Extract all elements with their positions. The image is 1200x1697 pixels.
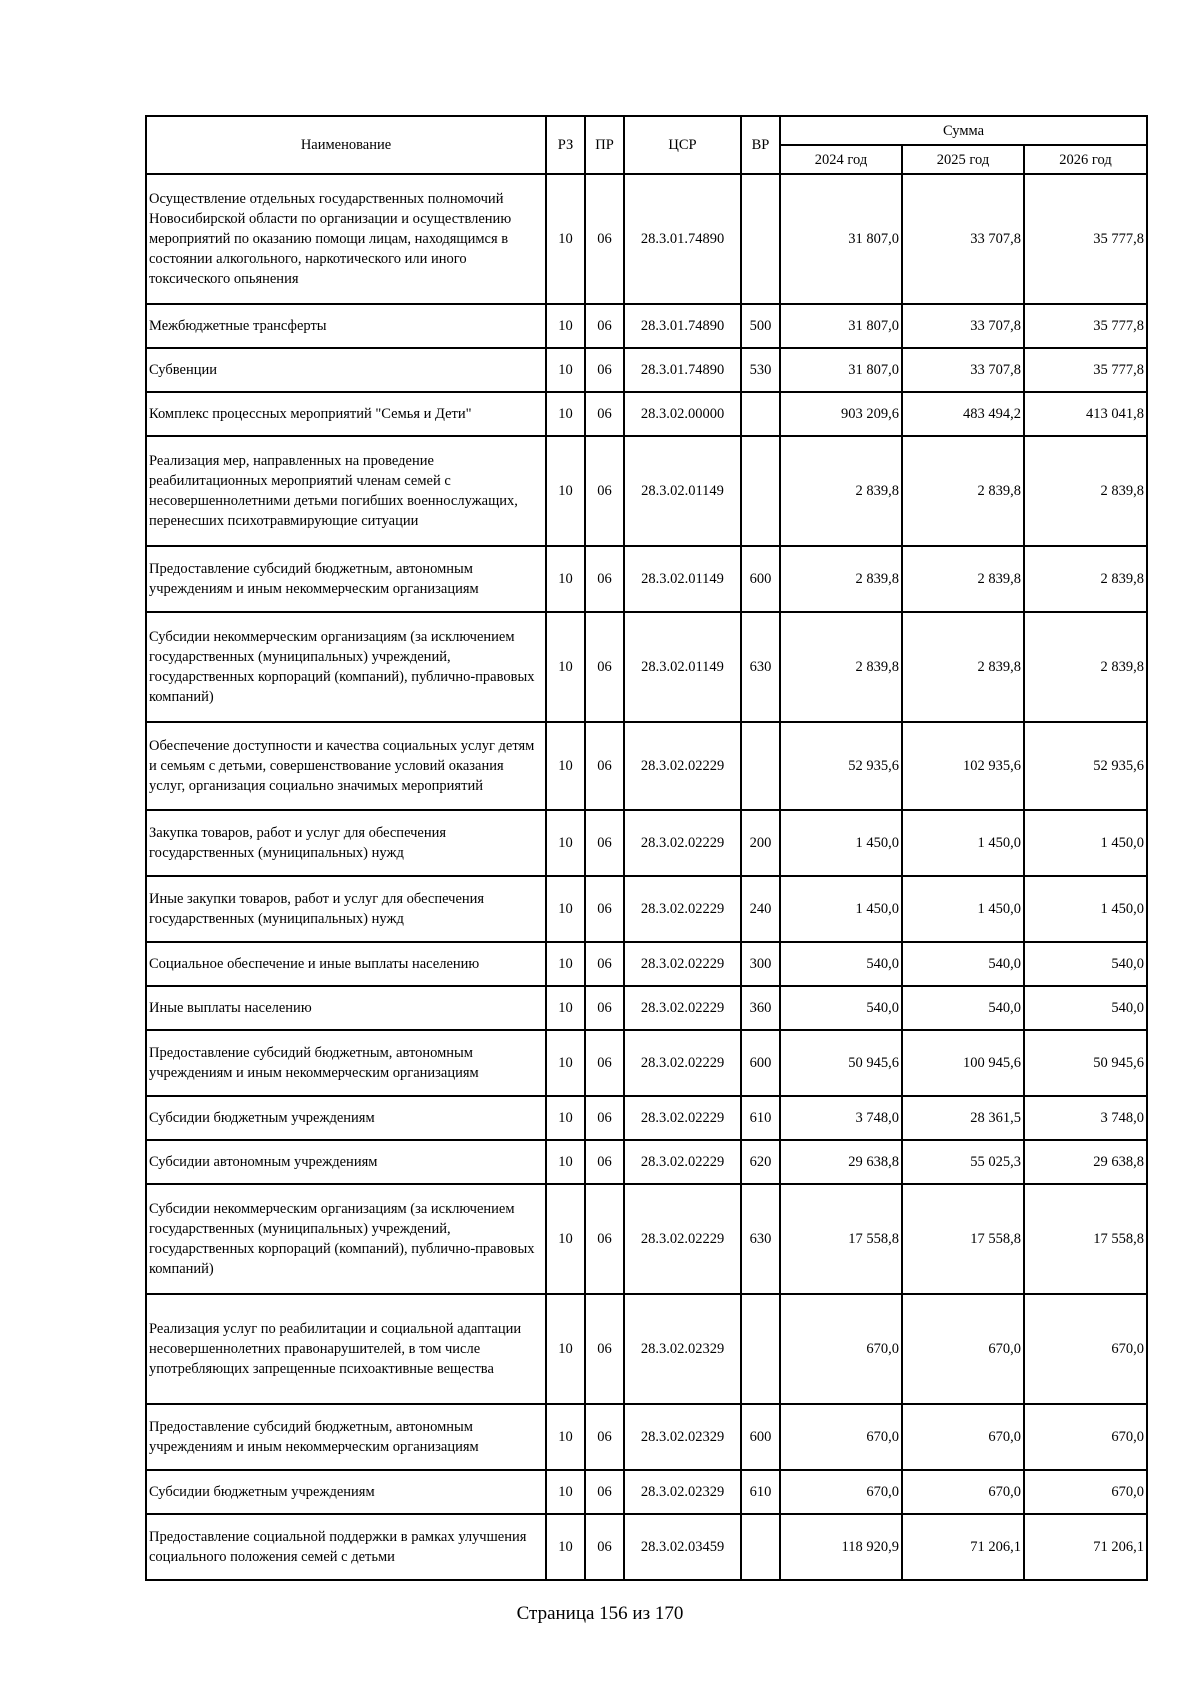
row-pr: 06 [585, 546, 624, 612]
table-row [146, 304, 1147, 348]
row-sum-2025: 55 025,3 [902, 1140, 1024, 1184]
header-csr: ЦСР [624, 116, 741, 174]
row-sum-2024: 2 839,8 [780, 546, 902, 612]
row-sum-2025: 33 707,8 [902, 174, 1024, 304]
row-sum-2024: 540,0 [780, 986, 902, 1030]
row-csr: 28.3.02.02329 [624, 1404, 741, 1470]
row-csr: 28.3.02.02229 [624, 876, 741, 942]
row-sum-2024: 31 807,0 [780, 174, 902, 304]
row-pr: 06 [585, 942, 624, 986]
row-rz: 10 [546, 810, 585, 876]
page-number: Страница 156 из 170 [516, 1603, 684, 1624]
row-sum-2025: 17 558,8 [902, 1184, 1024, 1294]
row-pr: 06 [585, 1096, 624, 1140]
row-vr [741, 174, 780, 304]
row-rz: 10 [546, 986, 585, 1030]
row-pr: 06 [585, 612, 624, 722]
row-rz: 10 [546, 1030, 585, 1096]
row-vr: 600 [741, 546, 780, 612]
row-rz: 10 [546, 1096, 585, 1140]
row-vr: 200 [741, 810, 780, 876]
row-rz: 10 [546, 1294, 585, 1404]
row-name: Обеспечение доступности и качества социальных услуг детям и семьям с детьми, совершенствование условий оказания услуг, организация социально значимых мероприятий [146, 722, 546, 810]
row-sum-2024: 17 558,8 [780, 1184, 902, 1294]
row-pr: 06 [585, 1184, 624, 1294]
row-sum-2024: 29 638,8 [780, 1140, 902, 1184]
row-sum-2024: 52 935,6 [780, 722, 902, 810]
table-row [146, 810, 1147, 876]
row-sum-2025: 670,0 [902, 1404, 1024, 1470]
row-name: Предоставление субсидий бюджетным, автономным учреждениям и иным некоммерческим организациям [146, 1030, 546, 1096]
row-sum-2026: 50 945,6 [1024, 1030, 1147, 1096]
row-sum-2024: 670,0 [780, 1294, 902, 1404]
row-sum-2025: 28 361,5 [902, 1096, 1024, 1140]
row-csr: 28.3.01.74890 [624, 348, 741, 392]
row-sum-2026: 35 777,8 [1024, 174, 1147, 304]
row-pr: 06 [585, 1030, 624, 1096]
row-csr: 28.3.02.01149 [624, 436, 741, 546]
header-year-2026: 2026 год [1024, 145, 1147, 174]
row-pr: 06 [585, 304, 624, 348]
row-vr: 530 [741, 348, 780, 392]
row-sum-2026: 2 839,8 [1024, 436, 1147, 546]
row-pr: 06 [585, 722, 624, 810]
row-csr: 28.3.02.02229 [624, 1030, 741, 1096]
row-vr: 240 [741, 876, 780, 942]
row-vr: 360 [741, 986, 780, 1030]
row-name: Комплекс процессных мероприятий "Семья и Дети" [146, 392, 546, 436]
row-sum-2025: 670,0 [902, 1470, 1024, 1514]
row-sum-2024: 118 920,9 [780, 1514, 902, 1580]
row-sum-2025: 100 945,6 [902, 1030, 1024, 1096]
row-rz: 10 [546, 174, 585, 304]
row-rz: 10 [546, 546, 585, 612]
row-pr: 06 [585, 1470, 624, 1514]
row-sum-2024: 50 945,6 [780, 1030, 902, 1096]
row-vr: 620 [741, 1140, 780, 1184]
row-rz: 10 [546, 1470, 585, 1514]
row-vr: 610 [741, 1470, 780, 1514]
row-sum-2026: 1 450,0 [1024, 876, 1147, 942]
table-row [146, 436, 1147, 546]
budget-table [145, 115, 1148, 1581]
table-row [146, 1404, 1147, 1470]
row-sum-2026: 2 839,8 [1024, 546, 1147, 612]
row-name: Реализация услуг по реабилитации и социальной адаптации несовершеннолетних правонарушителей, в том числе употребляющих запрещенные психоактивные вещества [146, 1294, 546, 1404]
row-pr: 06 [585, 1514, 624, 1580]
row-sum-2024: 540,0 [780, 942, 902, 986]
row-csr: 28.3.02.02229 [624, 1140, 741, 1184]
row-vr: 500 [741, 304, 780, 348]
row-sum-2025: 2 839,8 [902, 546, 1024, 612]
table-row [146, 612, 1147, 722]
row-name: Иные закупки товаров, работ и услуг для обеспечения государственных (муниципальных) нужд [146, 876, 546, 942]
row-csr: 28.3.02.02229 [624, 942, 741, 986]
row-sum-2024: 670,0 [780, 1404, 902, 1470]
row-name: Закупка товаров, работ и услуг для обеспечения государственных (муниципальных) нужд [146, 810, 546, 876]
table-row [146, 174, 1147, 304]
row-sum-2026: 29 638,8 [1024, 1140, 1147, 1184]
row-vr: 630 [741, 1184, 780, 1294]
row-name: Субсидии бюджетным учреждениям [146, 1096, 546, 1140]
row-sum-2025: 2 839,8 [902, 612, 1024, 722]
row-vr [741, 436, 780, 546]
row-rz: 10 [546, 1514, 585, 1580]
row-pr: 06 [585, 1404, 624, 1470]
table-row [146, 1184, 1147, 1294]
row-rz: 10 [546, 876, 585, 942]
row-vr [741, 1294, 780, 1404]
row-sum-2024: 1 450,0 [780, 810, 902, 876]
row-sum-2026: 540,0 [1024, 986, 1147, 1030]
row-pr: 06 [585, 1294, 624, 1404]
row-sum-2024: 3 748,0 [780, 1096, 902, 1140]
table-row [146, 348, 1147, 392]
row-csr: 28.3.01.74890 [624, 174, 741, 304]
table-row [146, 876, 1147, 942]
row-rz: 10 [546, 942, 585, 986]
row-name: Реализация мер, направленных на проведение реабилитационных мероприятий членам семей с несовершеннолетними детьми погибших военнослужащих, перенесших психотравмирующие ситуации [146, 436, 546, 546]
row-sum-2024: 1 450,0 [780, 876, 902, 942]
table-header [146, 116, 1147, 174]
table-row [146, 1030, 1147, 1096]
row-sum-2025: 1 450,0 [902, 876, 1024, 942]
row-sum-2025: 71 206,1 [902, 1514, 1024, 1580]
row-pr: 06 [585, 348, 624, 392]
row-csr: 28.3.02.02329 [624, 1470, 741, 1514]
row-pr: 06 [585, 1140, 624, 1184]
row-rz: 10 [546, 392, 585, 436]
row-sum-2026: 413 041,8 [1024, 392, 1147, 436]
table-row [146, 1470, 1147, 1514]
row-sum-2025: 540,0 [902, 986, 1024, 1030]
row-vr: 300 [741, 942, 780, 986]
row-sum-2026: 1 450,0 [1024, 810, 1147, 876]
row-sum-2026: 52 935,6 [1024, 722, 1147, 810]
row-pr: 06 [585, 986, 624, 1030]
row-pr: 06 [585, 436, 624, 546]
table-row [146, 1140, 1147, 1184]
table-row [146, 942, 1147, 986]
row-rz: 10 [546, 1184, 585, 1294]
row-name: Предоставление субсидий бюджетным, автономным учреждениям и иным некоммерческим организациям [146, 1404, 546, 1470]
row-csr: 28.3.02.00000 [624, 392, 741, 436]
row-sum-2026: 670,0 [1024, 1294, 1147, 1404]
row-sum-2026: 2 839,8 [1024, 612, 1147, 722]
row-csr: 28.3.02.02229 [624, 722, 741, 810]
row-csr: 28.3.02.02229 [624, 1184, 741, 1294]
table-row [146, 1514, 1147, 1580]
row-sum-2026: 540,0 [1024, 942, 1147, 986]
row-csr: 28.3.02.01149 [624, 546, 741, 612]
table-row [146, 722, 1147, 810]
row-sum-2025: 1 450,0 [902, 810, 1024, 876]
row-sum-2025: 540,0 [902, 942, 1024, 986]
header-pr: ПР [585, 116, 624, 174]
row-vr: 630 [741, 612, 780, 722]
header-year-2025: 2025 год [902, 145, 1024, 174]
header-sum: Сумма [780, 116, 1147, 145]
row-name: Осуществление отдельных государственных полномочий Новосибирской области по организации и осуществлению мероприятий по оказанию помощи лицам, находящимся в состоянии алкогольного, наркотического или иного токсического опьянения [146, 174, 546, 304]
row-name: Предоставление социальной поддержки в рамках улучшения социального положения семей с детьми [146, 1514, 546, 1580]
row-vr [741, 722, 780, 810]
row-sum-2025: 102 935,6 [902, 722, 1024, 810]
row-name: Субсидии некоммерческим организациям (за исключением государственных (муниципальных) учреждений, государственных корпораций (компаний), публично-правовых компаний) [146, 1184, 546, 1294]
row-rz: 10 [546, 612, 585, 722]
row-sum-2026: 670,0 [1024, 1404, 1147, 1470]
header-rz: РЗ [546, 116, 585, 174]
row-sum-2026: 71 206,1 [1024, 1514, 1147, 1580]
row-sum-2026: 35 777,8 [1024, 304, 1147, 348]
header-vr: ВР [741, 116, 780, 174]
row-sum-2024: 903 209,6 [780, 392, 902, 436]
table-row [146, 986, 1147, 1030]
row-sum-2026: 17 558,8 [1024, 1184, 1147, 1294]
row-rz: 10 [546, 436, 585, 546]
row-sum-2024: 2 839,8 [780, 436, 902, 546]
row-rz: 10 [546, 722, 585, 810]
row-sum-2026: 3 748,0 [1024, 1096, 1147, 1140]
header-name: Наименование [146, 116, 546, 174]
row-csr: 28.3.02.01149 [624, 612, 741, 722]
row-sum-2024: 31 807,0 [780, 304, 902, 348]
row-rz: 10 [546, 304, 585, 348]
row-name: Субвенции [146, 348, 546, 392]
table-row [146, 392, 1147, 436]
header-year-2024: 2024 год [780, 145, 902, 174]
table-row [146, 1294, 1147, 1404]
row-name: Иные выплаты населению [146, 986, 546, 1030]
row-name: Предоставление субсидий бюджетным, автономным учреждениям и иным некоммерческим организациям [146, 546, 546, 612]
row-vr [741, 392, 780, 436]
row-sum-2025: 483 494,2 [902, 392, 1024, 436]
row-vr: 600 [741, 1030, 780, 1096]
row-sum-2024: 670,0 [780, 1470, 902, 1514]
row-name: Субсидии автономным учреждениям [146, 1140, 546, 1184]
row-csr: 28.3.02.02229 [624, 810, 741, 876]
row-pr: 06 [585, 810, 624, 876]
row-name: Межбюджетные трансферты [146, 304, 546, 348]
table-row [146, 546, 1147, 612]
row-pr: 06 [585, 174, 624, 304]
row-pr: 06 [585, 876, 624, 942]
table-row [146, 1096, 1147, 1140]
row-csr: 28.3.02.02229 [624, 986, 741, 1030]
row-name: Субсидии бюджетным учреждениям [146, 1470, 546, 1514]
row-rz: 10 [546, 1404, 585, 1470]
row-name: Социальное обеспечение и иные выплаты населению [146, 942, 546, 986]
row-csr: 28.3.02.02329 [624, 1294, 741, 1404]
row-vr: 600 [741, 1404, 780, 1470]
table-body [146, 174, 1147, 1580]
row-sum-2025: 33 707,8 [902, 304, 1024, 348]
row-pr: 06 [585, 392, 624, 436]
row-vr: 610 [741, 1096, 780, 1140]
row-vr [741, 1514, 780, 1580]
row-rz: 10 [546, 1140, 585, 1184]
row-sum-2026: 35 777,8 [1024, 348, 1147, 392]
row-name: Субсидии некоммерческим организациям (за исключением государственных (муниципальных) учреждений, государственных корпораций (компаний), публично-правовых компаний) [146, 612, 546, 722]
row-sum-2026: 670,0 [1024, 1470, 1147, 1514]
row-csr: 28.3.02.03459 [624, 1514, 741, 1580]
row-sum-2025: 33 707,8 [902, 348, 1024, 392]
row-sum-2025: 670,0 [902, 1294, 1024, 1404]
row-csr: 28.3.01.74890 [624, 304, 741, 348]
row-sum-2024: 31 807,0 [780, 348, 902, 392]
row-sum-2024: 2 839,8 [780, 612, 902, 722]
row-rz: 10 [546, 348, 585, 392]
row-sum-2025: 2 839,8 [902, 436, 1024, 546]
row-csr: 28.3.02.02229 [624, 1096, 741, 1140]
